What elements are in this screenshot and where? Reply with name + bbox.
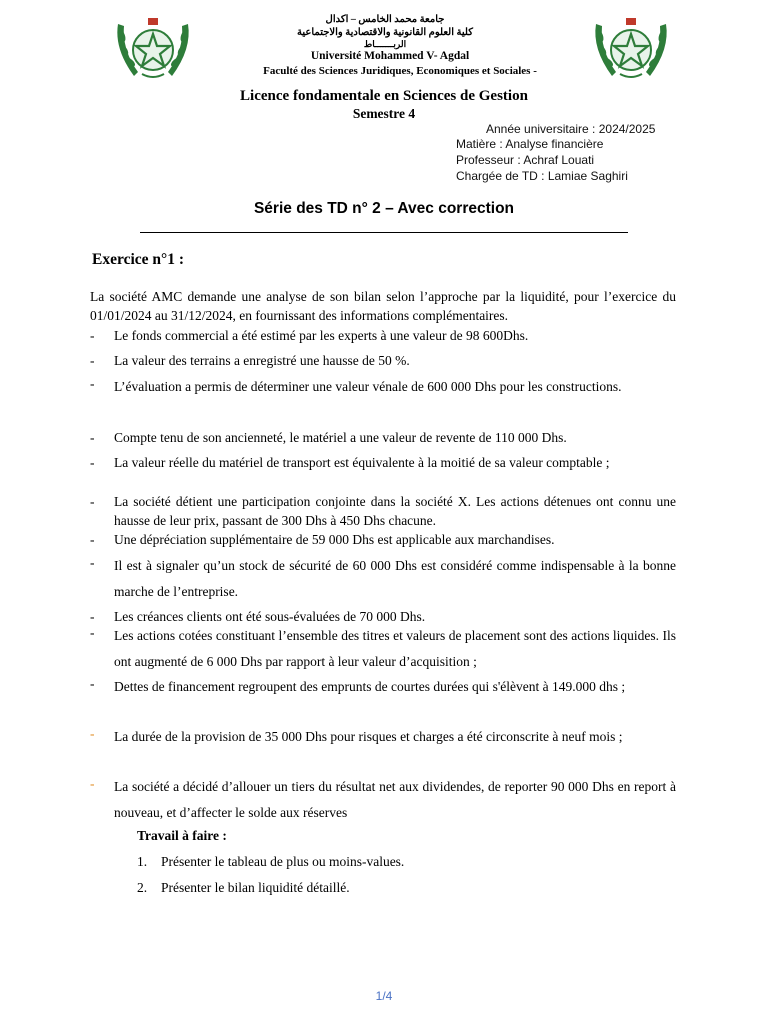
header-arabic-city: الربـــــــاط <box>363 39 407 49</box>
bullet-dash: - <box>90 726 95 741</box>
bullet-dash: - <box>90 776 95 791</box>
list-item <box>90 530 676 549</box>
list-item-text: Les actions cotées constituant l’ensemble des titres et valeurs de placement sont des actions liquides. Ils ont augmenté de 6 000 Dhs par rapport à leur valeur d’acquisition ; <box>114 628 676 669</box>
header-faculty: Faculté des Sciences Juridiques, Economiques et Sociales - <box>263 65 537 77</box>
list-item-text: Il est à signaler qu’un stock de sécurité de 60 000 Dhs est considéré comme indispensable à la bonne marche de l’entreprise. <box>114 558 676 599</box>
header-arabic-faculty: كلية العلوم القانونية والاقتصادية والاجتماعية <box>297 27 473 38</box>
list-item-text: Les créances clients ont été sous-évaluées de 70 000 Dhs. <box>114 609 426 624</box>
exercice-title: Exercice n°1 : <box>92 251 184 268</box>
list-item <box>90 674 676 700</box>
list-item-text: La durée de la provision de 35 000 Dhs pour risques et charges a été circonscrite à neuf mois ; <box>114 729 623 744</box>
task-text: Présenter le tableau de plus ou moins-values. <box>161 854 405 869</box>
list-item <box>90 774 676 826</box>
title-underline <box>140 232 628 233</box>
program-semestre: Semestre 4 <box>352 106 416 121</box>
serie-title: Série des TD n° 2 – Avec correction <box>253 200 515 217</box>
meta-chargee: Chargée de TD : Lamiae Saghiri <box>456 169 628 183</box>
list-item-text: Compte tenu de son ancienneté, le matériel a une valeur de revente de 110 000 Dhs. <box>114 430 567 445</box>
list-item <box>90 374 676 400</box>
bullet-dash: - <box>90 555 95 570</box>
list-item-text: Dettes de financement regroupent des emprunts de courtes durées qui s'élèvent à 149.000 dhs ; <box>114 679 626 694</box>
task-text: Présenter le bilan liquidité détaillé. <box>161 880 350 895</box>
list-item-text: La valeur réelle du matériel de transport est équivalente à la moitié de sa valeur comptable ; <box>114 455 610 470</box>
list-item <box>90 351 676 370</box>
task-item <box>137 854 404 870</box>
bullet-dash: - <box>90 609 95 624</box>
program-licence: Licence fondamentale en Sciences de Gestion <box>240 88 528 104</box>
meta-matiere: Matière : Analyse financière <box>456 137 604 151</box>
list-item <box>90 492 676 530</box>
bullet-dash: - <box>90 532 95 547</box>
intro-paragraph: La société AMC demande une analyse de son bilan selon l’approche par la liquidité, pour l’exercice du 01/01/2024 au 31/12/2024, en fournissant des informations complémentaires. <box>90 289 676 323</box>
university-logo-left <box>112 14 194 84</box>
task-number: 1. <box>137 854 148 869</box>
list-item-text: La société a décidé d’allouer un tiers du résultat net aux dividendes, de reporter 90 000 Dhs en report à nouveau, et d’affecter le solde aux réserves <box>114 779 676 820</box>
bullet-dash: - <box>90 376 95 391</box>
task-number: 2. <box>137 880 148 895</box>
task-item <box>137 880 350 896</box>
list-item <box>90 623 676 675</box>
list-item-text: Une dépréciation supplémentaire de 59 000 Dhs est applicable aux marchandises. <box>114 532 555 547</box>
bullet-dash: - <box>90 676 95 691</box>
list-item <box>90 724 676 750</box>
bullet-dash: - <box>90 494 95 509</box>
meta-professeur: Professeur : Achraf Louati <box>456 153 595 167</box>
bullet-dash: - <box>90 455 95 470</box>
bullet-dash: - <box>90 328 95 343</box>
header-university: Université Mohammed V- Agdal <box>310 50 470 62</box>
list-item <box>90 428 676 447</box>
page-number: 1/4 <box>375 989 393 1003</box>
travail-title: Travail à faire : <box>137 828 227 843</box>
list-item-text: La société détient une participation conjointe dans la société X. Les actions détenues ont connu une hausse de leur prix, passant de 300 Dhs à 450 Dhs chacune. <box>114 494 676 528</box>
list-item-text: L’évaluation a permis de déterminer une valeur vénale de 600 000 Dhs pour les constructions. <box>114 379 622 394</box>
list-item-text: La valeur des terrains a enregistré une hausse de 50 %. <box>114 353 410 368</box>
meta-annee: Année universitaire : 2024/2025 <box>486 122 656 136</box>
bullet-dash: - <box>90 625 95 640</box>
list-item <box>90 453 676 472</box>
university-logo-right <box>590 14 672 84</box>
list-item <box>90 326 676 345</box>
list-item <box>90 553 676 605</box>
list-item-text: Le fonds commercial a été estimé par les experts à une valeur de 98 600Dhs. <box>114 328 529 343</box>
bullet-dash: - <box>90 430 95 445</box>
bullet-dash: - <box>90 353 95 368</box>
header-arabic-university: جامعة محمد الخامس – اكدال <box>325 14 445 25</box>
